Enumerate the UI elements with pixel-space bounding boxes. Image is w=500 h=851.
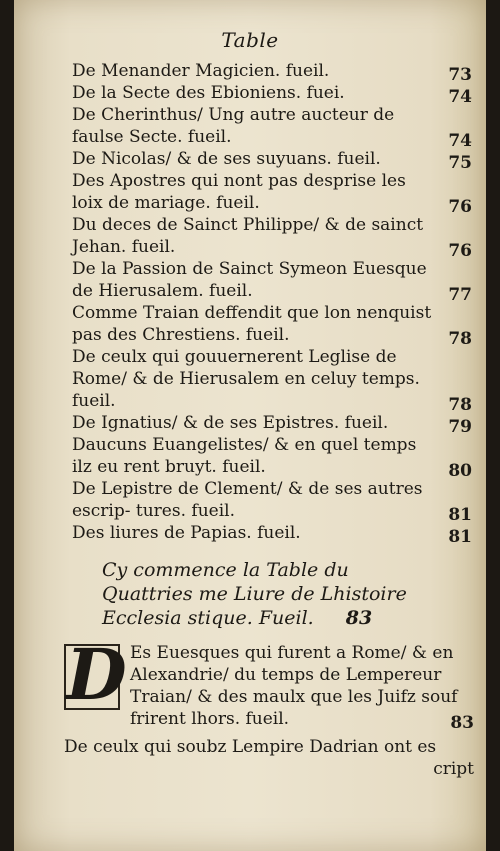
entry-text: De Ignatius/ & de ses Epistres. fueil. <box>72 413 389 433</box>
entry-text: Des liures de Papias. fueil. <box>72 523 301 543</box>
first-entry-text: Es Euesques qui furent a Rome/ & en Alexandrie/ du temps de Lempereur Traian/ & des maulx que les Juifz souf frirent lhors. fueil. <box>130 643 458 729</box>
toc-entry <box>72 148 472 173</box>
entry-page: 76 <box>448 241 472 261</box>
section-heading-text: Cy commence la Table du Quattries me Liure de Lhistoire Ecclesia stique. Fueil. <box>102 559 407 629</box>
entry-page: 81 <box>448 527 472 547</box>
entry-text: De la Passion de Sainct Symeon Euesque de Hierusalem. fueil. <box>72 259 427 301</box>
entry-text: Du deces de Sainct Philippe/ & de sainct Jehan. fueil. <box>72 215 424 257</box>
entry-page: 81 <box>448 505 472 525</box>
entry-page: 78 <box>448 329 472 349</box>
toc-entry <box>72 82 472 107</box>
toc-entry <box>72 258 472 305</box>
entry-text: De la Secte des Ebioniens. fuei. <box>72 83 345 103</box>
entry-page: 78 <box>448 395 472 415</box>
entry-page: 80 <box>448 461 472 481</box>
next-entry <box>64 736 474 780</box>
toc-entry <box>72 434 472 481</box>
entry-text: Des Apostres qui nont pas desprise les loix de mariage. fueil. <box>72 171 406 213</box>
section-heading-page: 83 <box>345 607 373 629</box>
toc-entry <box>72 302 472 349</box>
entry-text: De Nicolas/ & de ses suyuans. fueil. <box>72 149 381 169</box>
toc-entry <box>72 412 472 437</box>
toc-entry <box>72 104 472 151</box>
toc-entry <box>72 478 472 525</box>
running-head: Table <box>221 28 279 52</box>
entry-page: 79 <box>448 417 472 437</box>
entry-text: Comme Traian deffendit que lon nenquist pas des Chrestiens. fueil. <box>72 303 432 345</box>
first-entry-page: 83 <box>450 713 474 733</box>
entry-page: 73 <box>448 65 472 85</box>
entry-text: De Lepistre de Clement/ & de ses autres escrip- tures. fueil. <box>72 479 423 521</box>
toc-entry <box>72 346 472 415</box>
entry-text: De Menander Magicien. fueil. <box>72 61 330 81</box>
entry-text: De ceulx qui gouuernerent Leglise de Rome/ & de Hierusalem en celuy temps. fueil. <box>72 347 420 411</box>
next-entry-text: De ceulx qui soubz Lempire Dadrian ont es <box>64 737 437 757</box>
first-entry <box>64 633 474 734</box>
entry-page: 77 <box>448 285 472 305</box>
entry-text: De Cherinthus/ Ung autre aucteur de faulse Secte. fueil. <box>72 105 395 147</box>
toc-entry <box>72 522 472 547</box>
decorated-initial: D <box>66 633 127 716</box>
entry-page: 75 <box>448 153 472 173</box>
toc-entry <box>72 214 472 261</box>
table-of-contents <box>72 60 472 547</box>
toc-entry <box>72 60 472 85</box>
book-page <box>14 0 486 851</box>
entry-page: 76 <box>448 197 472 217</box>
entry-text: Daucuns Euangelistes/ & en quel temps ilz eu rent bruyt. fueil. <box>72 435 417 477</box>
next-entry-continuation: cript <box>433 759 474 779</box>
entry-page: 74 <box>448 131 472 151</box>
toc-entry <box>72 170 472 217</box>
entry-page: 74 <box>448 87 472 107</box>
section-heading <box>102 558 442 630</box>
